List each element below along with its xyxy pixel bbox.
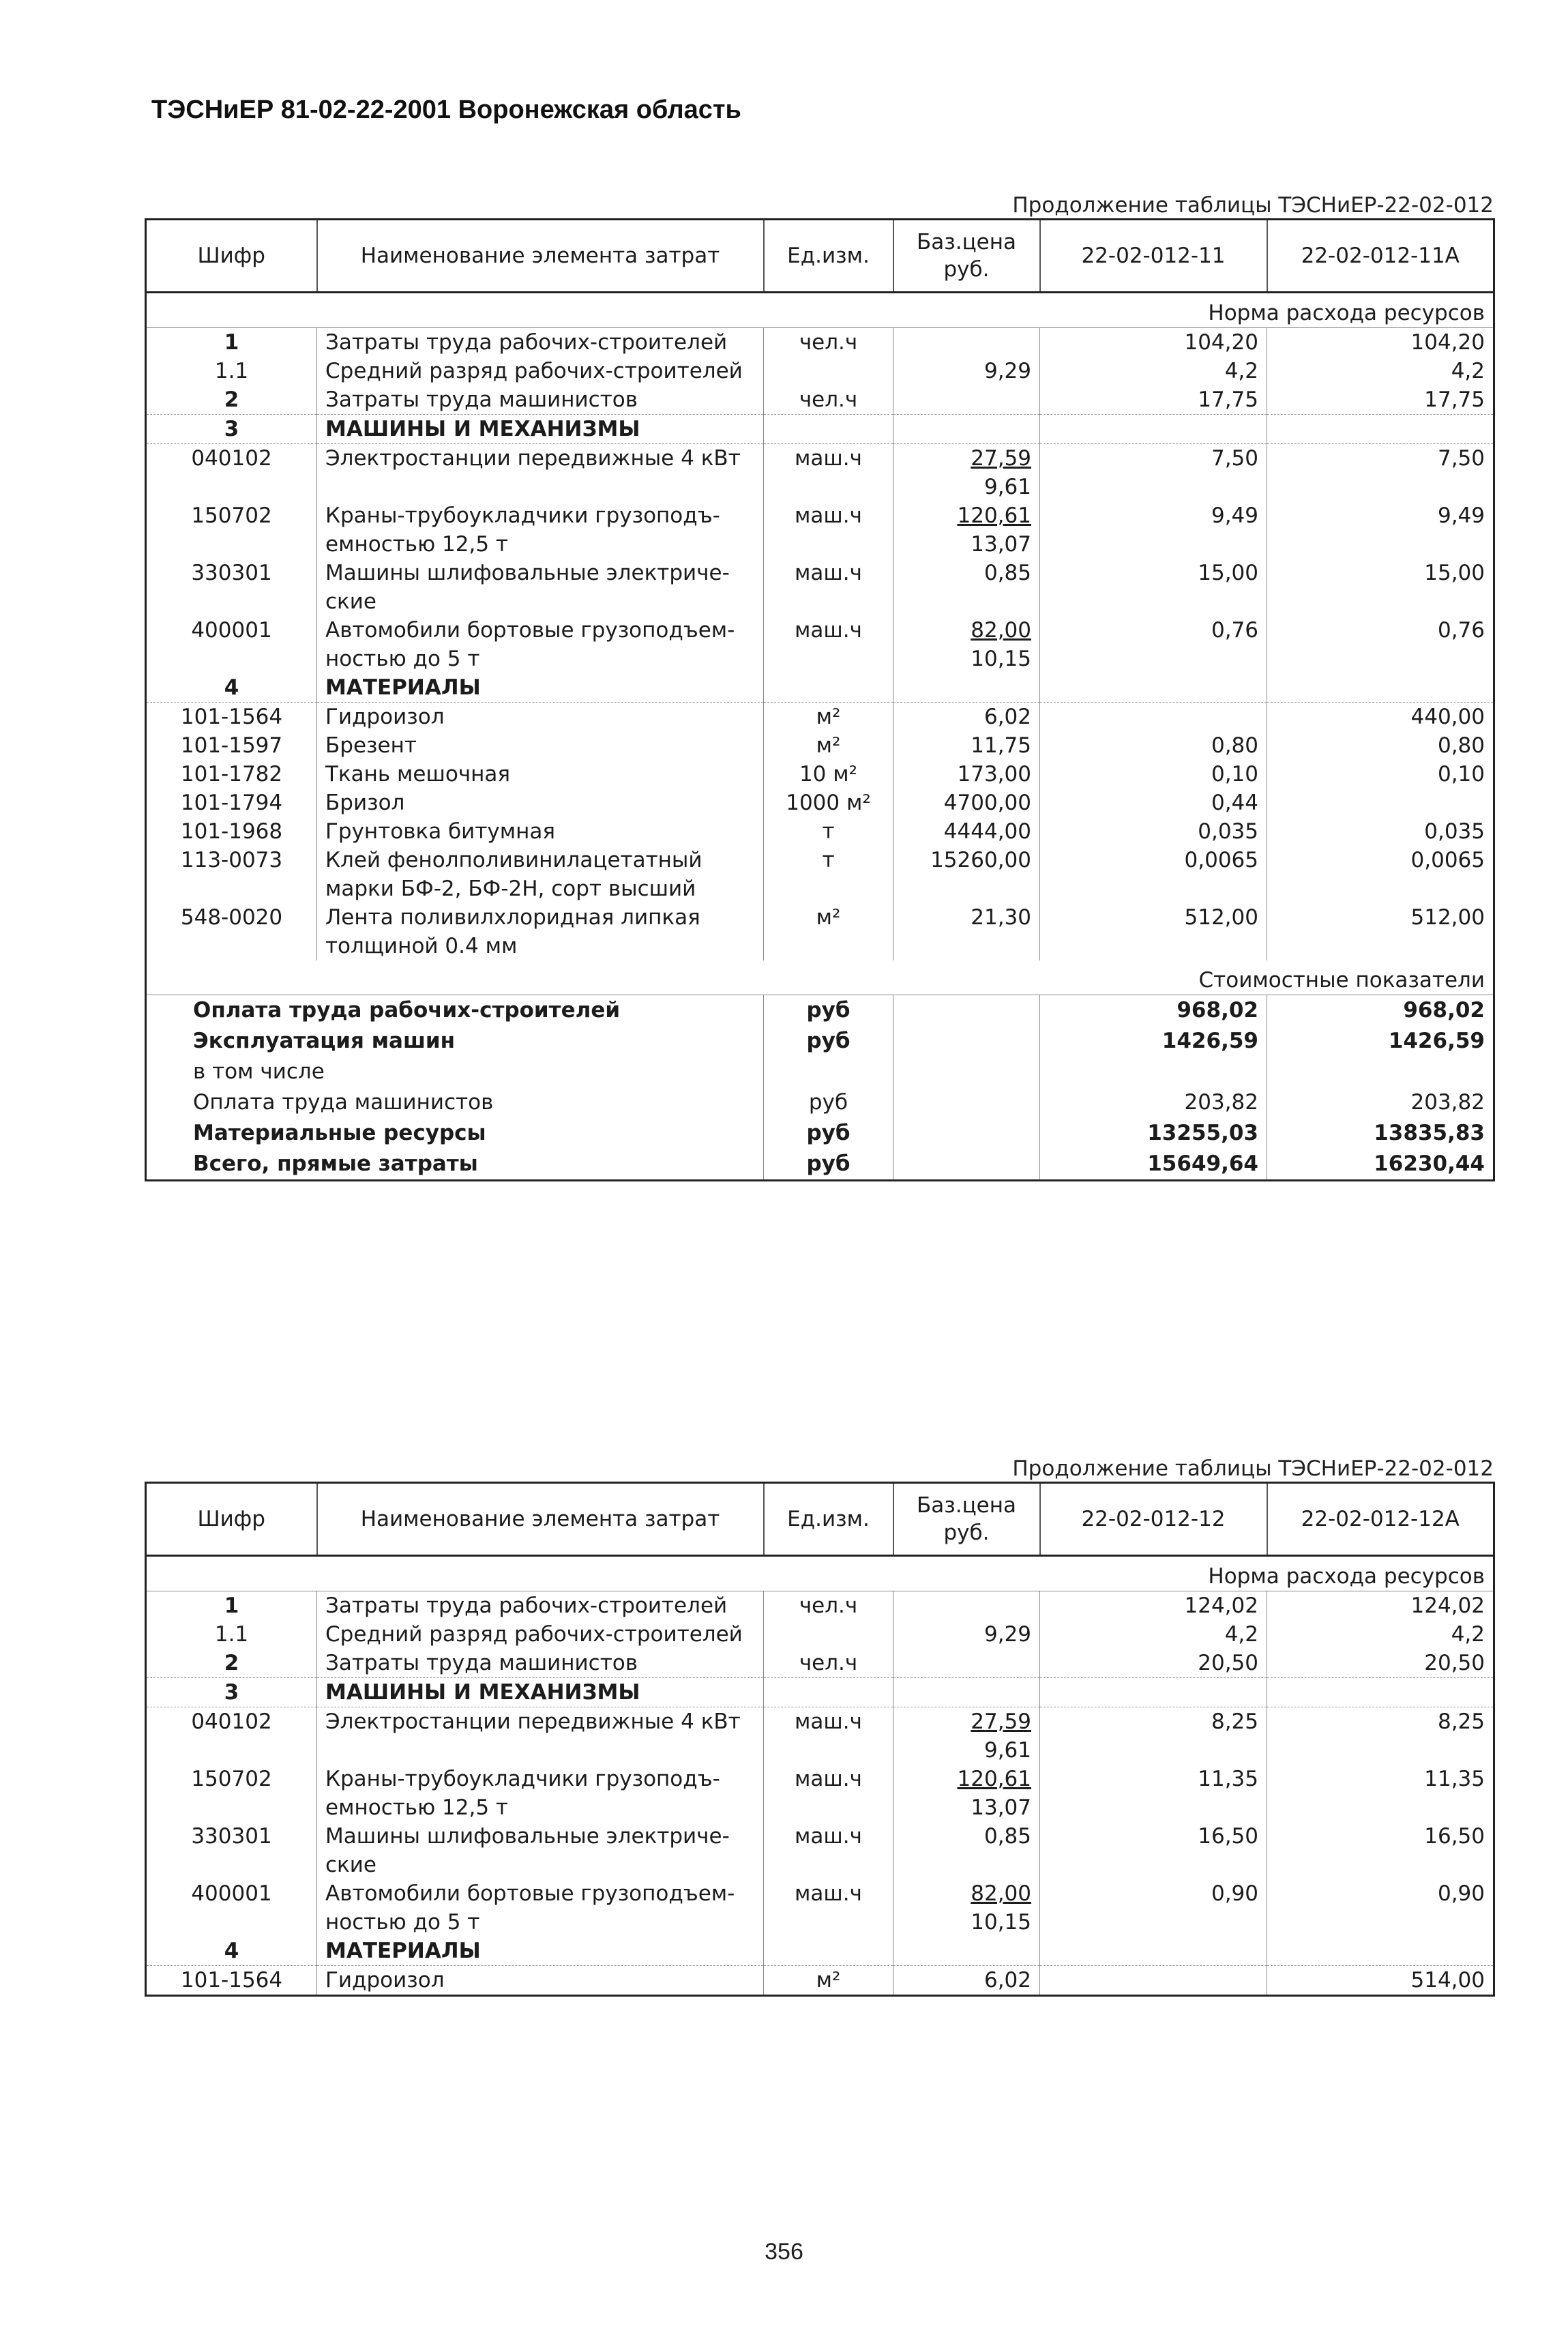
value-column-b <box>1267 789 1494 817</box>
resource-code: 3 <box>146 415 317 444</box>
resource-code: 400001 <box>191 618 272 643</box>
summary-name: в том числе <box>193 1059 325 1084</box>
table-row <box>146 817 1494 846</box>
resource-price <box>893 903 1040 960</box>
resource-price <box>893 1937 1040 1966</box>
price-main: 11,75 <box>971 733 1031 758</box>
resource-name: Затраты труда рабочих-строителей <box>317 1591 764 1621</box>
resource-name: Электростанции передвижные 4 кВт <box>317 1707 764 1765</box>
price-main: 120,61 <box>957 503 1031 528</box>
resource-code: 150702 <box>191 1767 272 1791</box>
table-row <box>146 328 1494 357</box>
value-column-a: 7,50 <box>1040 444 1267 502</box>
resource-name: Автомобили бортовые грузоподъем-ностью до 5 т <box>317 616 764 673</box>
summary-column-a: 15649,64 <box>1040 1149 1267 1181</box>
table-row <box>146 1620 1494 1649</box>
price-main: 6,02 <box>983 1968 1031 1993</box>
resource-price <box>893 760 1040 789</box>
value-column-b: 0,10 <box>1267 760 1494 789</box>
price-main: 82,00 <box>971 1881 1031 1906</box>
value-column-b: 0,80 <box>1267 731 1494 760</box>
resource-price <box>893 1707 1040 1765</box>
value-column-b: 4,2 <box>1267 357 1494 385</box>
section-norm-row <box>146 293 1494 328</box>
price-wage-part: 10,15 <box>971 1910 1031 1935</box>
resource-code: 113-0073 <box>180 848 283 872</box>
resource-name: Машины шлифовальные электриче-ские <box>317 1822 764 1879</box>
price-wage-part: 9,61 <box>983 1738 1031 1763</box>
summary-price <box>893 1087 1040 1118</box>
value-column-a: 20,50 <box>1040 1649 1267 1678</box>
summary-name: Материальные ресурсы <box>193 1121 486 1145</box>
resource-unit: маш.ч <box>764 616 893 673</box>
resource-price <box>893 501 1040 559</box>
value-column-a: 0,035 <box>1040 817 1267 846</box>
resource-code: 330301 <box>191 561 272 585</box>
header-price: Баз.цена руб. <box>893 220 1040 293</box>
resource-code: 1 <box>224 1593 239 1618</box>
value-column-b <box>1267 1678 1494 1707</box>
summary-row <box>146 1087 1494 1118</box>
summary-name: Оплата труда рабочих-строителей <box>193 998 621 1023</box>
value-column-a: 104,20 <box>1040 328 1267 357</box>
price-main: 9,29 <box>983 1622 1031 1647</box>
resource-code: 101-1968 <box>180 819 283 844</box>
value-column-a: 8,25 <box>1040 1707 1267 1765</box>
resource-code: 4 <box>146 1937 317 1966</box>
table-row <box>146 1707 1494 1765</box>
resource-name: Автомобили бортовые грузоподъем-ностью до 5 т <box>317 1879 764 1937</box>
resource-price <box>893 1591 1040 1621</box>
section-cost-label: Стоимостные показатели <box>146 960 1494 995</box>
value-column-b <box>1267 1937 1494 1966</box>
value-column-a <box>1040 673 1267 703</box>
table-summary <box>146 960 1494 1181</box>
resource-price <box>893 328 1040 357</box>
table-continuation-caption: Продолжение таблицы ТЭСНиЕР-22-02-012 <box>1012 193 1494 218</box>
summary-column-a: 203,82 <box>1040 1087 1267 1118</box>
summary-row <box>146 1118 1494 1149</box>
resource-price <box>893 703 1040 732</box>
summary-row <box>146 995 1494 1027</box>
summary-row <box>146 1057 1494 1087</box>
resource-unit: т <box>764 817 893 846</box>
table-row <box>146 789 1494 817</box>
resource-name: Средний разряд рабочих-строителей <box>317 1620 764 1649</box>
price-main: 82,00 <box>971 618 1031 643</box>
resource-name: МАШИНЫ И МЕХАНИЗМЫ <box>317 1678 764 1707</box>
resource-price <box>893 616 1040 673</box>
price-wage-part: 13,07 <box>971 1795 1031 1820</box>
resource-code: 330301 <box>191 1824 272 1849</box>
resource-name: Гидроизол <box>317 1966 764 1996</box>
resource-unit <box>764 357 893 385</box>
summary-column-b: 16230,44 <box>1267 1149 1494 1181</box>
resource-name: МАТЕРИАЛЫ <box>317 1937 764 1966</box>
resource-price <box>893 559 1040 616</box>
resource-name: Клей фенолполивинилацетатный марки БФ-2, БФ-2Н, сорт высший <box>317 846 764 903</box>
resource-unit: чел.ч <box>764 1591 893 1621</box>
header-column-a: 22-02-012-12 <box>1040 1483 1267 1556</box>
value-column-b: 440,00 <box>1267 703 1494 732</box>
header-column-b: 22-02-012-11А <box>1267 220 1494 293</box>
price-wage-part: 13,07 <box>971 532 1031 557</box>
header-code: Шифр <box>146 220 317 293</box>
value-column-b: 11,35 <box>1267 1765 1494 1822</box>
value-column-a: 9,49 <box>1040 501 1267 559</box>
summary-row <box>146 1026 1494 1057</box>
value-column-a: 15,00 <box>1040 559 1267 616</box>
resource-name: Бризол <box>317 789 764 817</box>
summary-name: Всего, прямые затраты <box>193 1151 478 1176</box>
resource-code: 101-1597 <box>180 733 283 758</box>
value-column-b: 4,2 <box>1267 1620 1494 1649</box>
price-wage-part: 9,61 <box>983 475 1031 499</box>
price-main: 27,59 <box>971 1709 1031 1734</box>
value-column-a: 11,35 <box>1040 1765 1267 1822</box>
summary-column-b: 203,82 <box>1267 1087 1494 1118</box>
table-body <box>146 293 1494 961</box>
resource-unit: маш.ч <box>764 559 893 616</box>
resource-unit <box>764 673 893 703</box>
value-column-b: 16,50 <box>1267 1822 1494 1879</box>
table-row <box>146 1879 1494 1937</box>
table-body <box>146 1556 1494 1996</box>
table-row <box>146 703 1494 732</box>
value-column-a: 4,2 <box>1040 1620 1267 1649</box>
summary-column-a: 968,02 <box>1040 995 1267 1027</box>
table-row <box>146 616 1494 673</box>
value-column-b: 124,02 <box>1267 1591 1494 1621</box>
summary-unit: руб <box>764 995 893 1027</box>
header-price: Баз.цена руб. <box>893 1483 1040 1556</box>
value-column-a: 0,0065 <box>1040 846 1267 903</box>
resource-price <box>893 731 1040 760</box>
value-column-a: 0,10 <box>1040 760 1267 789</box>
summary-column-b: 1426,59 <box>1267 1026 1494 1057</box>
table-row <box>146 1966 1494 1996</box>
resource-unit: маш.ч <box>764 444 893 502</box>
resource-price <box>893 1649 1040 1678</box>
value-column-a <box>1040 1937 1267 1966</box>
table-continuation-caption: Продолжение таблицы ТЭСНиЕР-22-02-012 <box>1012 1456 1494 1481</box>
table-row <box>146 731 1494 760</box>
resource-name: Машины шлифовальные электриче-ские <box>317 559 764 616</box>
resource-name: Краны-трубоукладчики грузоподъ-емностью 12,5 т <box>317 501 764 559</box>
resource-unit: м² <box>764 703 893 732</box>
resource-unit: чел.ч <box>764 1649 893 1678</box>
value-column-a: 512,00 <box>1040 903 1267 960</box>
value-column-a: 0,80 <box>1040 731 1267 760</box>
resource-code: 040102 <box>191 1709 272 1734</box>
table-row <box>146 385 1494 415</box>
price-main: 9,29 <box>983 359 1031 383</box>
price-main: 27,59 <box>971 446 1031 471</box>
resource-name: Затраты труда машинистов <box>317 385 764 415</box>
resource-unit: 1000 м² <box>764 789 893 817</box>
resource-name: Краны-трубоукладчики грузоподъ-емностью 12,5 т <box>317 1765 764 1822</box>
resource-name: МАТЕРИАЛЫ <box>317 673 764 703</box>
value-column-a: 4,2 <box>1040 357 1267 385</box>
resource-price <box>893 1765 1040 1822</box>
value-column-a: 0,90 <box>1040 1879 1267 1937</box>
header-unit: Ед.изм. <box>764 1483 893 1556</box>
resource-code: 3 <box>146 1678 317 1707</box>
table-header <box>146 1483 1494 1556</box>
resource-code: 1.1 <box>214 359 249 383</box>
value-column-b: 9,49 <box>1267 501 1494 559</box>
table-row <box>146 1678 1494 1707</box>
table-row <box>146 1591 1494 1621</box>
price-wage-part: 10,15 <box>971 647 1031 671</box>
resource-name: Ткань мешочная <box>317 760 764 789</box>
price-main: 4444,00 <box>943 819 1031 844</box>
price-main: 6,02 <box>983 705 1031 729</box>
summary-name: Оплата труда машинистов <box>193 1090 494 1115</box>
resource-unit: маш.ч <box>764 1765 893 1822</box>
section-norm-label: Норма расхода ресурсов <box>146 293 1494 328</box>
table-row <box>146 846 1494 903</box>
resource-code: 101-1564 <box>180 1968 283 1993</box>
value-column-b: 0,0065 <box>1267 846 1494 903</box>
resource-code: 2 <box>146 1649 317 1678</box>
value-column-b: 0,035 <box>1267 817 1494 846</box>
table-row <box>146 673 1494 703</box>
resource-price <box>893 817 1040 846</box>
resource-code: 400001 <box>191 1881 272 1906</box>
value-column-b: 8,25 <box>1267 1707 1494 1765</box>
table-row <box>146 760 1494 789</box>
summary-column-a: 1426,59 <box>1040 1026 1267 1057</box>
resource-name: Гидроизол <box>317 703 764 732</box>
summary-unit: руб <box>764 1118 893 1149</box>
resource-name: Брезент <box>317 731 764 760</box>
resource-price <box>893 1822 1040 1879</box>
resource-unit: маш.ч <box>764 1707 893 1765</box>
value-column-b: 514,00 <box>1267 1966 1494 1996</box>
resource-table-2 <box>145 1482 1495 1997</box>
resource-unit <box>764 415 893 444</box>
summary-price <box>893 1026 1040 1057</box>
resource-unit: т <box>764 846 893 903</box>
resource-name: Средний разряд рабочих-строителей <box>317 357 764 385</box>
value-column-b: 20,50 <box>1267 1649 1494 1678</box>
price-main: 0,85 <box>983 1824 1031 1849</box>
section-norm-row <box>146 1556 1494 1591</box>
resource-unit: м² <box>764 1966 893 1996</box>
summary-name: Эксплуатация машин <box>193 1029 456 1053</box>
value-column-b: 0,76 <box>1267 616 1494 673</box>
price-main: 21,30 <box>971 905 1031 930</box>
resource-price <box>893 1678 1040 1707</box>
summary-unit <box>764 1057 893 1087</box>
table-row <box>146 1937 1494 1966</box>
resource-name: Затраты труда машинистов <box>317 1649 764 1678</box>
table-row <box>146 357 1494 385</box>
resource-unit: чел.ч <box>764 385 893 415</box>
summary-price <box>893 1149 1040 1181</box>
resource-unit <box>764 1937 893 1966</box>
price-main: 15260,00 <box>930 848 1031 872</box>
value-column-b <box>1267 673 1494 703</box>
resource-name: Лента поливилхлоридная липкая толщиной 0.4 мм <box>317 903 764 960</box>
value-column-b: 7,50 <box>1267 444 1494 502</box>
resource-unit: маш.ч <box>764 501 893 559</box>
header-column-b: 22-02-012-12А <box>1267 1483 1494 1556</box>
value-column-a: 0,44 <box>1040 789 1267 817</box>
header-column-a: 22-02-012-11 <box>1040 220 1267 293</box>
table-row <box>146 1649 1494 1678</box>
table-row <box>146 1822 1494 1879</box>
resource-unit: м² <box>764 903 893 960</box>
resource-price <box>893 673 1040 703</box>
value-column-b: 15,00 <box>1267 559 1494 616</box>
value-column-a <box>1040 703 1267 732</box>
header-unit: Ед.изм. <box>764 220 893 293</box>
resource-name: Грунтовка битумная <box>317 817 764 846</box>
value-column-b <box>1267 415 1494 444</box>
summary-price <box>893 995 1040 1027</box>
summary-unit: руб <box>764 1026 893 1057</box>
page-number: 356 <box>765 2239 803 2265</box>
header-code: Шифр <box>146 1483 317 1556</box>
resource-unit: маш.ч <box>764 1822 893 1879</box>
resource-price <box>893 357 1040 385</box>
table-row <box>146 559 1494 616</box>
resource-name: Электростанции передвижные 4 кВт <box>317 444 764 502</box>
summary-column-b <box>1267 1057 1494 1087</box>
table-row <box>146 415 1494 444</box>
resource-unit: 10 м² <box>764 760 893 789</box>
resource-unit: м² <box>764 731 893 760</box>
resource-table-1 <box>145 218 1495 1181</box>
resource-price <box>893 846 1040 903</box>
resource-name: МАШИНЫ И МЕХАНИЗМЫ <box>317 415 764 444</box>
resource-price <box>893 1966 1040 1996</box>
summary-column-b: 968,02 <box>1267 995 1494 1027</box>
resource-price <box>893 789 1040 817</box>
value-column-b: 17,75 <box>1267 385 1494 415</box>
resource-price <box>893 385 1040 415</box>
value-column-a <box>1040 1966 1267 1996</box>
summary-unit: руб <box>764 1149 893 1181</box>
resource-code: 101-1564 <box>180 705 283 729</box>
resource-unit <box>764 1678 893 1707</box>
resource-code: 150702 <box>191 503 272 528</box>
resource-code: 040102 <box>191 446 272 471</box>
table-row <box>146 1765 1494 1822</box>
resource-price <box>893 444 1040 502</box>
price-main: 4700,00 <box>943 791 1031 815</box>
resource-code: 548-0020 <box>180 905 283 930</box>
value-column-a: 16,50 <box>1040 1822 1267 1879</box>
resource-code: 1.1 <box>214 1622 249 1647</box>
summary-column-b: 13835,83 <box>1267 1118 1494 1149</box>
section-cost-row <box>146 960 1494 995</box>
summary-price <box>893 1118 1040 1149</box>
value-column-a <box>1040 415 1267 444</box>
price-main: 0,85 <box>983 561 1031 585</box>
value-column-a: 17,75 <box>1040 385 1267 415</box>
resource-price <box>893 1879 1040 1937</box>
summary-price <box>893 1057 1040 1087</box>
summary-column-a: 13255,03 <box>1040 1118 1267 1149</box>
resource-unit <box>764 1620 893 1649</box>
header-name: Наименование элемента затрат <box>317 1483 764 1556</box>
table-row <box>146 501 1494 559</box>
resource-price <box>893 415 1040 444</box>
table-header <box>146 220 1494 293</box>
resource-name: Затраты труда рабочих-строителей <box>317 328 764 357</box>
resource-price <box>893 1620 1040 1649</box>
resource-code: 101-1794 <box>180 791 283 815</box>
resource-unit: чел.ч <box>764 328 893 357</box>
resource-code: 4 <box>146 673 317 703</box>
table-row <box>146 903 1494 960</box>
header-name: Наименование элемента затрат <box>317 220 764 293</box>
price-main: 173,00 <box>957 762 1031 787</box>
summary-row <box>146 1149 1494 1181</box>
resource-code: 1 <box>224 330 239 355</box>
table-row <box>146 444 1494 502</box>
value-column-b: 104,20 <box>1267 328 1494 357</box>
price-main: 120,61 <box>957 1767 1031 1791</box>
resource-unit: маш.ч <box>764 1879 893 1937</box>
value-column-b: 0,90 <box>1267 1879 1494 1937</box>
value-column-a: 124,02 <box>1040 1591 1267 1621</box>
value-column-a: 0,76 <box>1040 616 1267 673</box>
summary-unit: руб <box>764 1087 893 1118</box>
value-column-a <box>1040 1678 1267 1707</box>
summary-column-a <box>1040 1057 1267 1087</box>
section-norm-label: Норма расхода ресурсов <box>146 1556 1494 1591</box>
page-title: ТЭСНиЕР 81-02-22-2001 Воронежская область <box>151 95 741 124</box>
resource-code: 101-1782 <box>180 762 283 787</box>
value-column-b: 512,00 <box>1267 903 1494 960</box>
resource-code: 2 <box>146 385 317 415</box>
